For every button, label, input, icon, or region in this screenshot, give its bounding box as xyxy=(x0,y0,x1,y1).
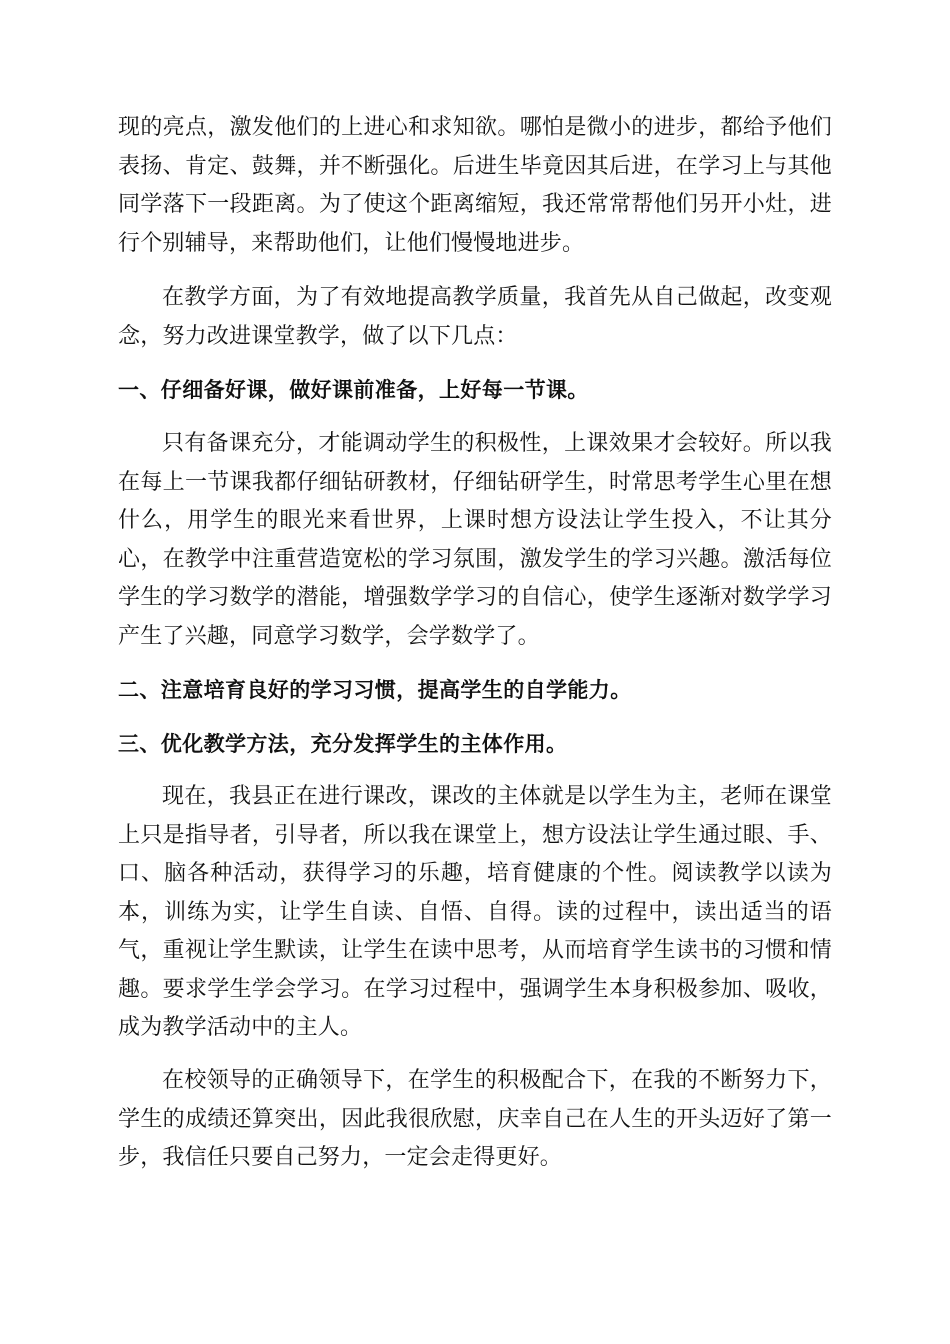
section-heading-2: 二、注意培育良好的学习习惯，提高学生的自学能力。 xyxy=(118,678,632,702)
paragraph-curriculum-reform: 现在，我县正在进行课改，课改的主体就是以学生为主，老师在课堂上只是指导者，引导者，所以我在课堂上，想方设法让学生通过眼、手、口、脑各种活动，获得学习的乐趣，培育健康的个性。阅读教学以读为本，训练为实，让学生自读、自悟、自得。读的过程中，读出适当的语气，重视让学生默读，让学生在读中思考，从而培育学生读书的习惯和情趣。要求学生学会学习。在学习过程中，强调学生本身积极参加、吸收，成为教学活动中的主人。 xyxy=(118,784,832,1040)
paragraph-teaching-intro: 在教学方面，为了有效地提高教学质量，我首先从自己做起，改变观念，努力改进课堂教学，做了以下几点： xyxy=(118,285,832,349)
section-heading-3: 三、优化教学方法，充分发挥学生的主体作用。 xyxy=(118,732,568,756)
paragraph-continuation: 现的亮点，激发他们的上进心和求知欲。哪怕是微小的进步，都给予他们表扬、肯定、鼓舞，并不断强化。后进生毕竟因其后进，在学习上与其他同学落下一段距离。为了使这个距离缩短，我还常常帮他们另开小灶，进行个别辅导，来帮助他们，让他们慢慢地进步。 xyxy=(118,115,832,256)
paragraph-conclusion: 在校领导的正确领导下，在学生的积极配合下，在我的不断努力下，学生的成绩还算突出，因此我很欣慰，庆幸自己在人生的开头迈好了第一步，我信任只要自己努力，一定会走得更好。 xyxy=(118,1068,832,1170)
paragraph-lesson-prep: 只有备课充分，才能调动学生的积极性，上课效果才会较好。所以我在每上一节课我都仔细钻研教材，仔细钻研学生，时常思考学生心里在想什么，用学生的眼光来看世界，上课时想方设法让学生投入，不让其分心，在教学中注重营造宽松的学习氛围，激发学生的学习兴趣。激活每位学生的学习数学的潜能，增强数学学习的自信心，使学生逐渐对数学学习产生了兴趣，同意学习数学，会学数学了。 xyxy=(118,431,832,649)
section-heading-1: 一、仔细备好课，做好课前准备，上好每一节课。 xyxy=(118,378,589,402)
